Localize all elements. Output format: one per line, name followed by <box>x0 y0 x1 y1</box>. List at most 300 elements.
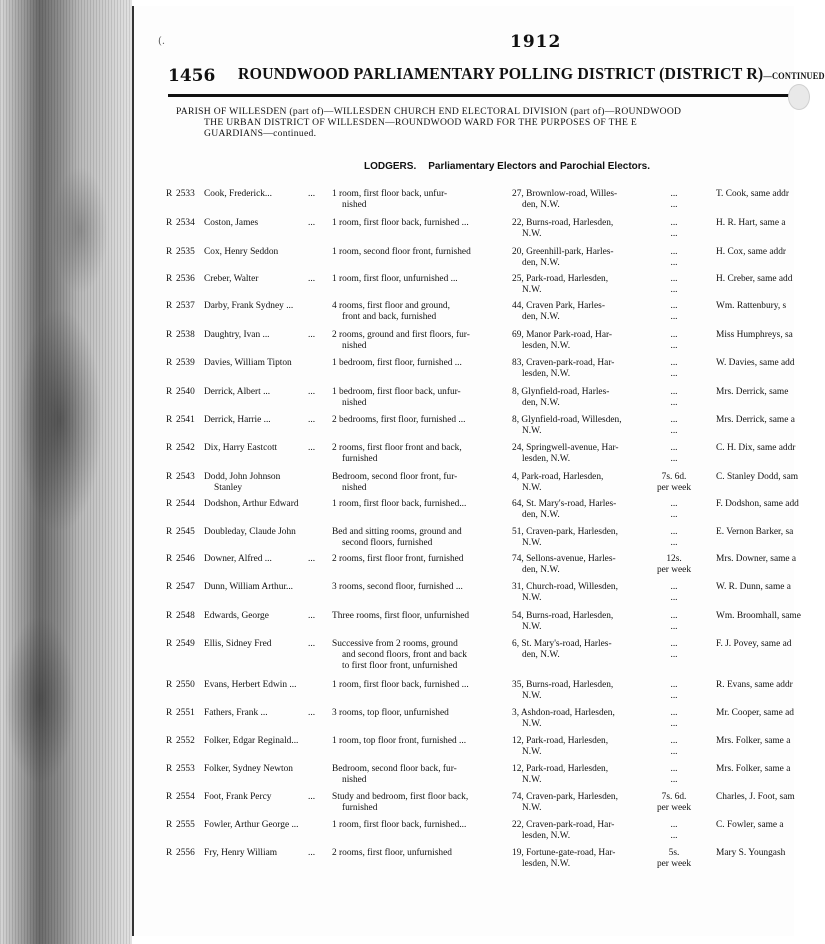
address <box>512 247 614 269</box>
cell-line: 1 room, first floor back, furnished... <box>332 499 467 509</box>
address <box>512 736 608 758</box>
cell-line: lesden, N.W. <box>522 341 571 351</box>
division-mark: R <box>166 472 173 482</box>
cell-line: lesden, N.W. <box>522 831 571 841</box>
header-rule <box>168 94 794 97</box>
cell-line: 44, Craven Park, Harles- <box>512 301 605 311</box>
cell-line: ... <box>670 680 678 690</box>
room-description <box>332 680 469 691</box>
elector-number: 2544 <box>176 499 195 509</box>
cell-line: 8, Glynfield-road, Harles- <box>512 387 610 397</box>
elector-number: 2555 <box>176 820 195 830</box>
parish-line: GUARDIANS—continued. <box>204 128 317 139</box>
cell-line: den, N.W. <box>522 258 560 268</box>
cell-line: ... <box>670 510 678 520</box>
address <box>512 708 615 730</box>
cell-line: ... <box>670 443 678 453</box>
cell-line: 1 room, first floor back, furnished ... <box>332 680 469 690</box>
elector-number: 2553 <box>176 764 195 774</box>
leader-dots: ... <box>308 792 316 802</box>
elector-name <box>204 274 316 285</box>
division-mark: R <box>166 554 173 564</box>
cell-line: ... <box>670 611 678 621</box>
room-description <box>332 415 465 426</box>
rent <box>652 189 696 211</box>
cell-line: ... <box>670 274 678 284</box>
rent <box>652 387 696 409</box>
division-mark: R <box>166 358 173 368</box>
cell-line: 64, St. Mary's-road, Harles- <box>512 499 617 509</box>
landlord: W. R. Dunn, same a <box>716 582 791 592</box>
cell-line: 74, Sellons-avenue, Harles- <box>512 554 616 564</box>
division-mark: R <box>166 611 173 621</box>
elector-number: 2548 <box>176 611 195 621</box>
cell-line: ... <box>670 312 678 322</box>
cell-line: 19, Fortune-gate-road, Har- <box>512 848 616 858</box>
cell-line: N.W. <box>522 426 542 436</box>
cell-line: Dunn, William Arthur... <box>204 582 294 592</box>
elector-number: 2556 <box>176 848 195 858</box>
cell-line: N.W. <box>522 483 542 493</box>
rent <box>652 301 696 323</box>
cell-line: Bed and sitting rooms, ground and <box>332 527 462 537</box>
cell-line: front and back, furnished <box>342 312 437 322</box>
elector-number: 2547 <box>176 582 195 592</box>
cell-line: 1 room, second floor front, furnished <box>332 247 471 257</box>
landlord: C. Stanley Dodd, sam <box>716 472 799 482</box>
cell-line: Successive from 2 rooms, ground <box>332 639 458 649</box>
cell-line: 4, Park-road, Harlesden, <box>512 472 604 482</box>
cell-line: ... <box>670 582 678 592</box>
room-description <box>332 527 462 549</box>
cell-line: ... <box>670 387 678 397</box>
landlord: T. Cook, same addr <box>716 189 789 199</box>
address <box>512 792 618 814</box>
division-mark: R <box>166 415 173 425</box>
room-description <box>332 764 457 786</box>
landlord: F. Dodshon, same add <box>716 499 799 509</box>
cell-line: N.W. <box>522 747 542 757</box>
address <box>512 387 609 409</box>
elector-name <box>204 189 316 200</box>
elector-name <box>204 680 296 691</box>
room-description <box>332 848 452 859</box>
landlord: C. Fowler, same a <box>716 820 784 830</box>
rent <box>652 274 696 296</box>
address <box>512 820 614 842</box>
cell-line: N.W. <box>522 285 542 295</box>
cell-line: ... <box>670 415 678 425</box>
section-subtitle: Parliamentary Electors and Parochial Electors. <box>428 161 650 172</box>
cell-line: nished <box>342 398 367 408</box>
cell-line: ... <box>670 258 678 268</box>
address <box>512 330 612 352</box>
leader-dots: ... <box>308 443 316 453</box>
cell-line: 83, Craven-park-road, Har- <box>512 358 615 368</box>
landlord: W. Davies, same add <box>716 358 795 368</box>
cell-line: 5s. <box>668 848 680 858</box>
division-mark: R <box>166 764 173 774</box>
division-mark: R <box>166 792 173 802</box>
cell-line: ... <box>670 454 678 464</box>
cell-line: 2 rooms, first floor front, furnished <box>332 554 464 564</box>
cell-line: 1 room, top floor front, furnished ... <box>332 736 467 746</box>
elector-number: 2550 <box>176 680 195 690</box>
cell-line: Folker, Sydney Newton <box>204 764 293 774</box>
cell-line: den, N.W. <box>522 565 560 575</box>
room-description <box>332 639 467 672</box>
landlord: H. R. Hart, same a <box>716 218 786 228</box>
cell-line: 2 bedrooms, first floor, furnished ... <box>332 415 466 425</box>
address <box>512 848 615 870</box>
cell-line: den, N.W. <box>522 398 560 408</box>
cell-line: nished <box>342 775 367 785</box>
landlord: C. H. Dix, same addr <box>716 443 796 453</box>
elector-number: 2543 <box>176 472 195 482</box>
rent <box>652 499 696 521</box>
cell-line: 74, Craven-park, Harlesden, <box>512 792 618 802</box>
landlord: Mary S. Youngash <box>716 848 786 858</box>
rent <box>652 820 696 842</box>
elector-name <box>204 848 316 859</box>
page-title <box>238 64 825 84</box>
address <box>512 443 619 465</box>
document-page <box>132 6 825 936</box>
address <box>512 554 616 576</box>
division-mark: R <box>166 387 173 397</box>
elector-number: 2552 <box>176 736 195 746</box>
cell-line: Bedroom, second floor back, fur- <box>332 764 457 774</box>
elector-name <box>204 708 316 719</box>
parish-heading <box>176 106 796 139</box>
elector-name <box>204 499 299 510</box>
division-mark: R <box>166 680 173 690</box>
elector-name <box>204 639 316 650</box>
leader-dots: ... <box>308 554 316 564</box>
cell-line: lesden, N.W. <box>522 369 571 379</box>
cell-line: ... <box>670 747 678 757</box>
cell-line: 8, Glynfield-road, Willesden, <box>512 415 622 425</box>
cell-line: ... <box>670 775 678 785</box>
rent <box>652 415 696 437</box>
cell-line: and second floors, front and back <box>342 650 467 660</box>
cell-line: 51, Craven-park, Harlesden, <box>512 527 618 537</box>
rent <box>652 792 696 814</box>
elector-name <box>204 247 278 258</box>
cell-line: den, N.W. <box>522 312 560 322</box>
cell-line: lesden, N.W. <box>522 859 571 869</box>
cell-line: Edwards, George <box>204 611 269 621</box>
page-title-text: ROUNDWOOD PARLIAMENTARY POLLING DISTRICT (DISTRICT R) <box>238 64 764 83</box>
cell-line: Coston, James <box>204 218 259 228</box>
division-mark: R <box>166 582 173 592</box>
cell-line: N.W. <box>522 803 542 813</box>
elector-name <box>204 554 316 565</box>
room-description <box>332 247 471 258</box>
cell-line: nished <box>342 483 367 493</box>
address <box>512 218 613 240</box>
elector-number: 2538 <box>176 330 195 340</box>
room-description <box>332 274 458 285</box>
room-description <box>332 189 447 211</box>
cell-line: 3 rooms, top floor, unfurnished <box>332 708 449 718</box>
cell-line: nished <box>342 341 367 351</box>
cell-line: N.W. <box>522 229 542 239</box>
room-description <box>332 443 462 465</box>
cell-line: 7s. 6d. <box>661 472 687 482</box>
cell-line: Three rooms, first floor, unfurnished <box>332 611 470 621</box>
room-description <box>332 611 469 622</box>
cell-line: ... <box>670 200 678 210</box>
rent <box>652 358 696 380</box>
cell-line: per week <box>656 565 692 575</box>
corner-mark: (. <box>158 36 166 47</box>
cell-line: ... <box>670 189 678 199</box>
cell-line: 7s. 6d. <box>661 792 687 802</box>
elector-name <box>204 736 298 747</box>
elector-number: 2535 <box>176 247 195 257</box>
cell-line: Dodshon, Arthur Edward <box>204 499 299 509</box>
division-mark: R <box>166 820 173 830</box>
cell-line: Derrick, Harrie ... <box>204 415 271 425</box>
cell-line: 27, Brownlow-road, Willes- <box>512 189 618 199</box>
cell-line: 20, Greenhill-park, Harles- <box>512 247 614 257</box>
division-mark: R <box>166 736 173 746</box>
landlord: Wm. Rattenbury, s <box>716 301 787 311</box>
cell-line: 1 bedroom, first floor back, unfur- <box>332 387 461 397</box>
cell-line: 12s. <box>666 554 682 564</box>
leader-dots: ... <box>308 387 316 397</box>
cell-line: second floors, furnished <box>342 538 433 548</box>
leader-dots: ... <box>308 218 316 228</box>
cell-line: per week <box>656 483 692 493</box>
division-mark: R <box>166 708 173 718</box>
cell-line: lesden, N.W. <box>522 454 571 464</box>
cell-line: N.W. <box>522 593 542 603</box>
cell-line: 12, Park-road, Harlesden, <box>512 764 609 774</box>
division-mark: R <box>166 639 173 649</box>
cell-line: Dodd, John Johnson <box>204 472 281 482</box>
cell-line: Stanley <box>214 483 243 493</box>
leader-dots: ... <box>308 274 316 284</box>
cell-line: ... <box>670 341 678 351</box>
room-description <box>332 554 464 565</box>
cell-line: N.W. <box>522 775 542 785</box>
cell-line: ... <box>670 593 678 603</box>
cell-line: 2 rooms, first floor front and back, <box>332 443 462 453</box>
elector-number: 2539 <box>176 358 195 368</box>
landlord: Mr. Cooper, same ad <box>716 708 794 718</box>
landlord: Mrs. Folker, same a <box>716 764 791 774</box>
rent <box>652 708 696 730</box>
landlord: Charles, J. Foot, sam <box>716 792 795 802</box>
landlord: E. Vernon Barker, sa <box>716 527 794 537</box>
cell-line: 1 room, first floor, unfurnished ... <box>332 274 458 284</box>
cell-line: ... <box>670 218 678 228</box>
rent <box>652 611 696 633</box>
cell-line: furnished <box>342 454 378 464</box>
rent <box>652 764 696 786</box>
rent <box>652 639 696 661</box>
cell-line: ... <box>670 719 678 729</box>
division-mark: R <box>166 274 173 284</box>
cell-line: Creber, Walter <box>204 274 259 284</box>
section-heading <box>364 161 650 172</box>
cell-line: 35, Burns-road, Harlesden, <box>512 680 614 690</box>
elector-name <box>204 527 296 538</box>
elector-name <box>204 472 280 494</box>
cell-line: per week <box>656 859 692 869</box>
cell-line: ... <box>670 764 678 774</box>
cell-line: 69, Manor Park-road, Har- <box>512 330 613 340</box>
elector-name <box>204 792 316 803</box>
cell-line: ... <box>670 358 678 368</box>
cell-line: Fry, Henry William <box>204 848 278 858</box>
cell-line: ... <box>670 330 678 340</box>
leader-dots: ... <box>308 639 316 649</box>
cell-line: Davies, William Tipton <box>204 358 292 368</box>
cell-line: 3, Ashdon-road, Harlesden, <box>512 708 615 718</box>
elector-name <box>204 387 316 398</box>
address <box>512 415 622 437</box>
address <box>512 639 612 661</box>
rent <box>652 527 696 549</box>
cell-line: 12, Park-road, Harlesden, <box>512 736 609 746</box>
parish-line: PARISH OF WILLESDEN (part of)—WILLESDEN CHURCH END ELECTORAL DIVISION (part of)—ROUNDWOOD <box>176 106 682 117</box>
room-description <box>332 736 466 747</box>
cell-line: den, N.W. <box>522 200 560 210</box>
address <box>512 527 618 549</box>
cell-line: to first floor front, unfurnished <box>342 661 458 671</box>
cell-line: 1 room, first floor back, furnished... <box>332 820 467 830</box>
cell-line: ... <box>670 398 678 408</box>
cell-line: Evans, Herbert Edwin ... <box>204 680 297 690</box>
cell-line: ... <box>670 538 678 548</box>
elector-name <box>204 443 316 454</box>
division-mark: R <box>166 499 173 509</box>
cell-line: 1 room, first floor back, unfur- <box>332 189 448 199</box>
page-curl <box>788 84 810 110</box>
cell-line: Foot, Frank Percy <box>204 792 272 802</box>
landlord: R. Evans, same addr <box>716 680 793 690</box>
book-spine-edge <box>0 0 132 944</box>
cell-line: Daughtry, Ivan ... <box>204 330 270 340</box>
division-mark: R <box>166 189 173 199</box>
elector-name <box>204 820 299 831</box>
cell-line: Ellis, Sidney Fred <box>204 639 272 649</box>
address <box>512 274 608 296</box>
cell-line: ... <box>670 301 678 311</box>
cell-line: Cox, Henry Seddon <box>204 247 279 257</box>
cell-line: 31, Church-road, Willesden, <box>512 582 618 592</box>
division-mark: R <box>166 301 173 311</box>
landlord: F. J. Povey, same ad <box>716 639 792 649</box>
leader-dots: ... <box>308 708 316 718</box>
cell-line: ... <box>670 639 678 649</box>
address <box>512 680 613 702</box>
page-number: 1456 <box>168 66 216 86</box>
division-mark: R <box>166 247 173 257</box>
cell-line: 4 rooms, first floor and ground, <box>332 301 450 311</box>
landlord: H. Cox, same addr <box>716 247 787 257</box>
room-description <box>332 218 469 229</box>
cell-line: Fowler, Arthur George ... <box>204 820 299 830</box>
cell-line: ... <box>670 820 678 830</box>
cell-line: ... <box>670 426 678 436</box>
elector-name <box>204 415 316 426</box>
elector-number: 2542 <box>176 443 195 453</box>
room-description <box>332 792 468 814</box>
cell-line: Fathers, Frank ... <box>204 708 268 718</box>
address <box>512 301 605 323</box>
landlord: Mrs. Downer, same a <box>716 554 797 564</box>
elector-name <box>204 358 292 369</box>
room-description <box>332 708 449 719</box>
elector-name <box>204 218 316 229</box>
landlord: Wm. Broomhall, same <box>716 611 801 621</box>
leader-dots: ... <box>308 611 316 621</box>
landlord: Miss Humphreys, sa <box>716 330 793 340</box>
cell-line: N.W. <box>522 622 542 632</box>
address <box>512 189 617 211</box>
elector-number: 2551 <box>176 708 195 718</box>
cell-line: ... <box>670 831 678 841</box>
address <box>512 764 608 786</box>
elector-number: 2545 <box>176 527 195 537</box>
cell-line: N.W. <box>522 719 542 729</box>
elector-name <box>204 301 293 312</box>
elector-number: 2534 <box>176 218 195 228</box>
division-mark: R <box>166 218 173 228</box>
address <box>512 582 618 604</box>
rent <box>652 736 696 758</box>
year-label: 1912 <box>510 32 562 52</box>
elector-name <box>204 611 316 622</box>
leader-dots: ... <box>308 330 316 340</box>
division-mark: R <box>166 443 173 453</box>
elector-name <box>204 764 293 775</box>
division-mark: R <box>166 527 173 537</box>
cell-line: ... <box>670 527 678 537</box>
cell-line: ... <box>670 622 678 632</box>
cell-line: ... <box>670 285 678 295</box>
rent <box>652 554 696 576</box>
cell-line: per week <box>656 803 692 813</box>
cell-line: 2 rooms, ground and first floors, fur- <box>332 330 470 340</box>
cell-line: ... <box>670 691 678 701</box>
rent <box>652 330 696 352</box>
elector-number: 2537 <box>176 301 195 311</box>
address <box>512 611 613 633</box>
cell-line: Cook, Frederick... <box>204 189 272 199</box>
elector-number: 2549 <box>176 639 195 649</box>
address <box>512 358 614 380</box>
cell-line: 22, Craven-park-road, Har- <box>512 820 615 830</box>
division-mark: R <box>166 330 173 340</box>
cell-line: Derrick, Albert ... <box>204 387 271 397</box>
elector-number: 2554 <box>176 792 195 802</box>
elector-name <box>204 330 316 341</box>
division-mark: R <box>166 848 173 858</box>
room-description <box>332 499 466 510</box>
cell-line: furnished <box>342 803 378 813</box>
room-description <box>332 472 457 494</box>
cell-line: ... <box>670 650 678 660</box>
cell-line: 1 bedroom, first floor, furnished ... <box>332 358 462 368</box>
cell-line: den, N.W. <box>522 510 560 520</box>
cell-line: 22, Burns-road, Harlesden, <box>512 218 614 228</box>
cell-line: 24, Springwell-avenue, Har- <box>512 443 619 453</box>
